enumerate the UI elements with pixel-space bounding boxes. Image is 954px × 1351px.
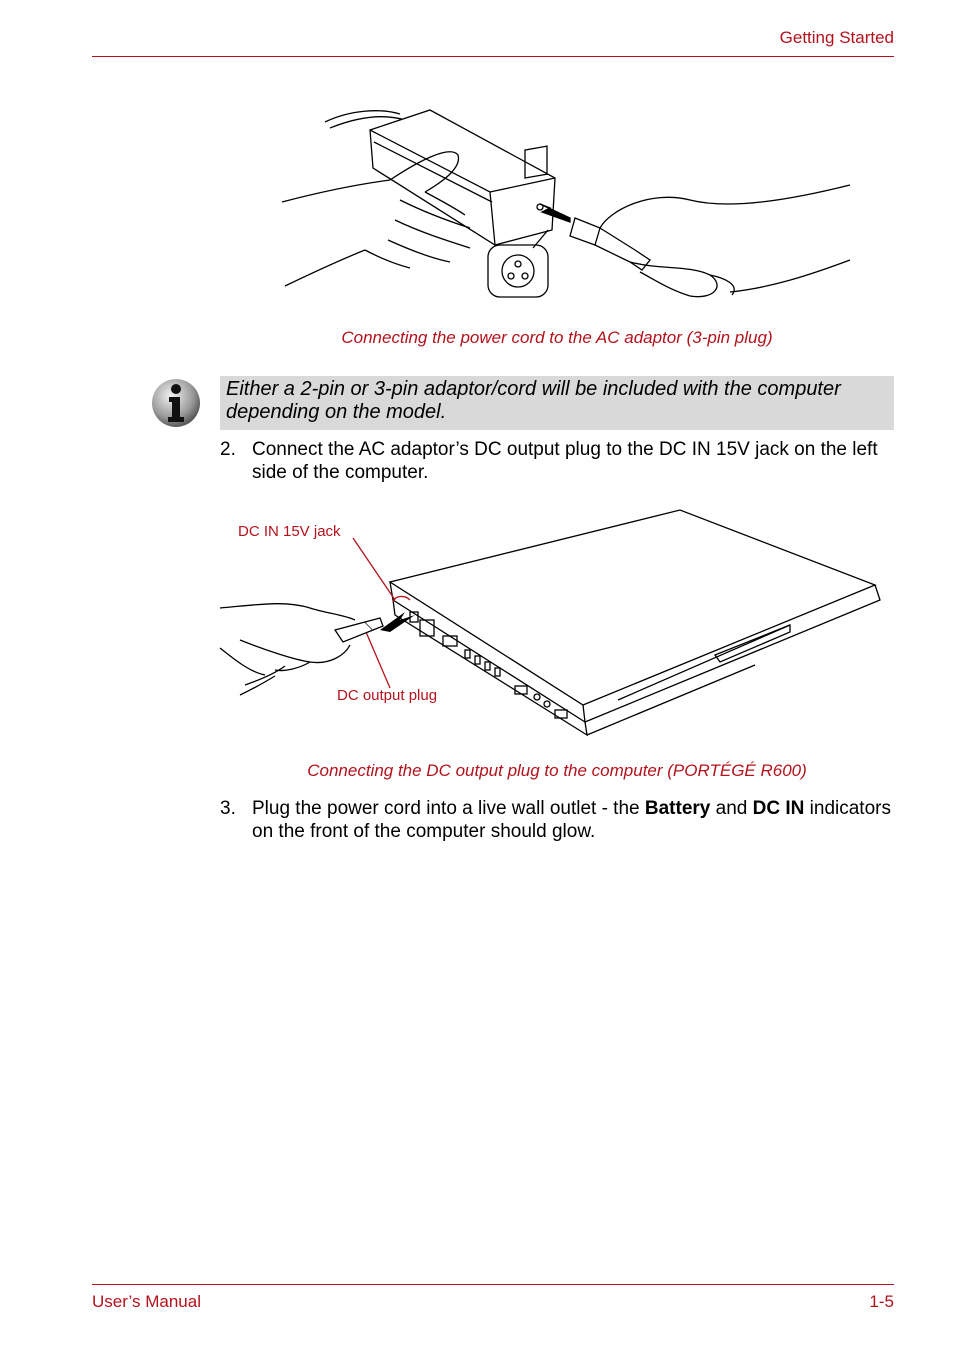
ac-adaptor-illustration	[270, 100, 870, 320]
step3-text-part: and	[710, 798, 753, 819]
figure1-caption: Connecting the power cord to the AC adaptor (3-pin plug)	[341, 328, 773, 347]
step3-text-part: Plug the power cord into a live wall outlet - the	[252, 798, 645, 819]
step-3	[220, 797, 894, 843]
figure2-caption: Connecting the DC output plug to the computer (PORTÉGÉ R600)	[307, 761, 807, 780]
step-text: Connect the AC adaptor’s DC output plug to the DC IN 15V jack on the left side of the computer.	[252, 439, 878, 483]
label-dc-in-jack: DC IN 15V jack	[238, 523, 341, 540]
info-icon	[150, 377, 202, 429]
battery-term: Battery	[644, 798, 711, 819]
step-2	[220, 438, 894, 484]
header-rule	[92, 56, 894, 57]
footer-rule	[92, 1284, 894, 1285]
note-box: Either a 2-pin or 3-pin adaptor/cord will be included with the computer depending on the model.	[220, 376, 894, 430]
page-number: 1-5	[869, 1292, 894, 1311]
footer-title: User’s Manual	[92, 1292, 201, 1311]
dc-in-term: DC IN	[752, 798, 805, 819]
step-text	[252, 797, 894, 843]
step-number: 3.	[220, 798, 236, 819]
label-dc-output-plug: DC output plug	[337, 687, 438, 704]
step3-text-part: indicators on the front of the computer should glow.	[252, 798, 891, 842]
step-number: 2.	[220, 439, 236, 460]
running-header: Getting Started	[779, 28, 894, 47]
